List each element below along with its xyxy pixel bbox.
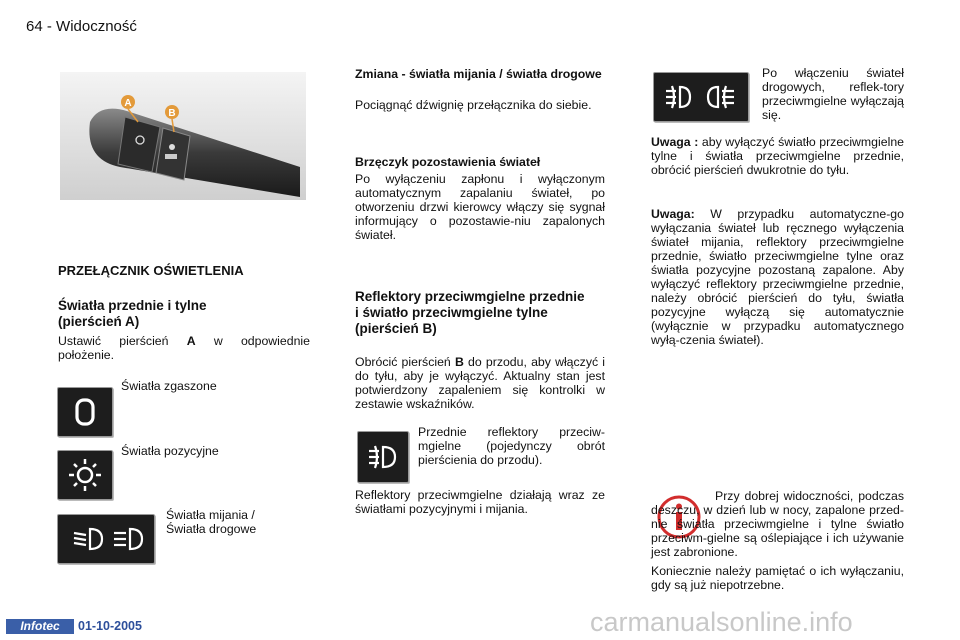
- watermark: carmanualsonline.info: [590, 607, 853, 637]
- page-title: Widoczność: [56, 18, 137, 35]
- front-fog-icon: [357, 431, 409, 483]
- image-label-a: A: [124, 98, 132, 109]
- section-beam-switch-title: Zmiana - światła mijania / światła drogowe: [355, 67, 602, 81]
- item-position-lights-label: Światła pozycyjne: [121, 444, 219, 458]
- fog-lights-both-icon: [653, 72, 749, 122]
- infotec-logo: Infotec: [6, 619, 74, 634]
- lights-off-icon: [57, 387, 113, 437]
- page-number: 64: [26, 18, 43, 35]
- note-2: Uwaga: W przypadku automatyczne-go wyłączania świateł lub ręcznego wyłączenia świateł mijania, reflektory przeciwmgielne przednie, światło przeciwmgielne tylne oraz światła pozycyjne pozostaną zapalone. Aby wyłączyć reflektory przeciwmgielne przednie, należy obrócić pierścień do tyłu, światła pozycyjne wyłączą się automatycznie (wyłącznie w przypadku automatycznego wyłą-czenia świateł).: [651, 207, 904, 347]
- item-lights-off-label: Światła zgaszone: [121, 379, 217, 393]
- note-1: Uwaga : aby wyłączyć światło przeciwmgielne tylne i światła przeciwmgielne przednie, obrócić pierścień dwukrotnie do tyłu.: [651, 135, 904, 177]
- section-fog-lights-footer: Reflektory przeciwmgielne działają wraz ze światłami pozycyjnymi i mijania.: [355, 488, 605, 516]
- item-dipped-main-beam-label: Światła mijania / Światła drogowe: [166, 508, 257, 536]
- section-title: PRZEŁĄCZNIK OŚWIETLENIA: [58, 263, 244, 278]
- section-beam-switch-body: Pociągnąć dźwignię przełącznika do siebie.: [355, 98, 592, 112]
- page-header: [26, 18, 137, 35]
- subsection-title-front-rear-lights: Światła przednie i tylne (pierścień A): [58, 298, 207, 329]
- section-buzzer-body: Po wyłączeniu zapłonu i wyłączonym automatycznym zapalaniu świateł, po otworzeniu drzwi kierowcy włączy się sygnał informujący o pozostawie-niu zapalonych świateł.: [355, 172, 605, 242]
- header-separator: -: [46, 18, 52, 35]
- section-fog-lights-body: Obrócić pierścień B do przodu, aby włączyć i do tyłu, aby je wyłączyć. Aktualny stan jest potwierdzony zapaleniem się kontrolki w zestawie wskaźników.: [355, 355, 606, 411]
- position-lights-icon: [57, 450, 113, 500]
- info-warning-text: Przy dobrej widoczności, podczas deszczu, w dzień lub w nocy, zapalone przed-nie światła przeciwmgielne i tylne światło przeciwm-gielne są oślepiające i ich używanie jest zabronione. Koniecznie należy pamiętać o ich wyłączaniu, gdy są już niepotrzebne.: [651, 489, 904, 592]
- instruction-ring-a: Ustawić pierścień A w odpowiednie położenie.: [58, 334, 311, 362]
- front-fog-description: Przednie reflektory przeciw-mgielne (pojedynczy obrót pierścienia do przodu).: [418, 425, 605, 467]
- fog-both-description: Po włączeniu świateł drogowych, reflek-tory przeciwmgielne wyłączają się.: [762, 66, 904, 122]
- footer-date: 01-10-2005: [78, 619, 142, 633]
- image-label-b: B: [168, 108, 176, 119]
- light-stalk-image: [60, 72, 306, 200]
- section-buzzer-title: Brzęczyk pozostawienia świateł: [355, 155, 541, 169]
- dipped-main-beam-icon: [57, 514, 155, 564]
- section-fog-lights-title: Reflektory przeciwmgielne przednie i światło przeciwmgielne tylne (pierścień B): [355, 289, 585, 336]
